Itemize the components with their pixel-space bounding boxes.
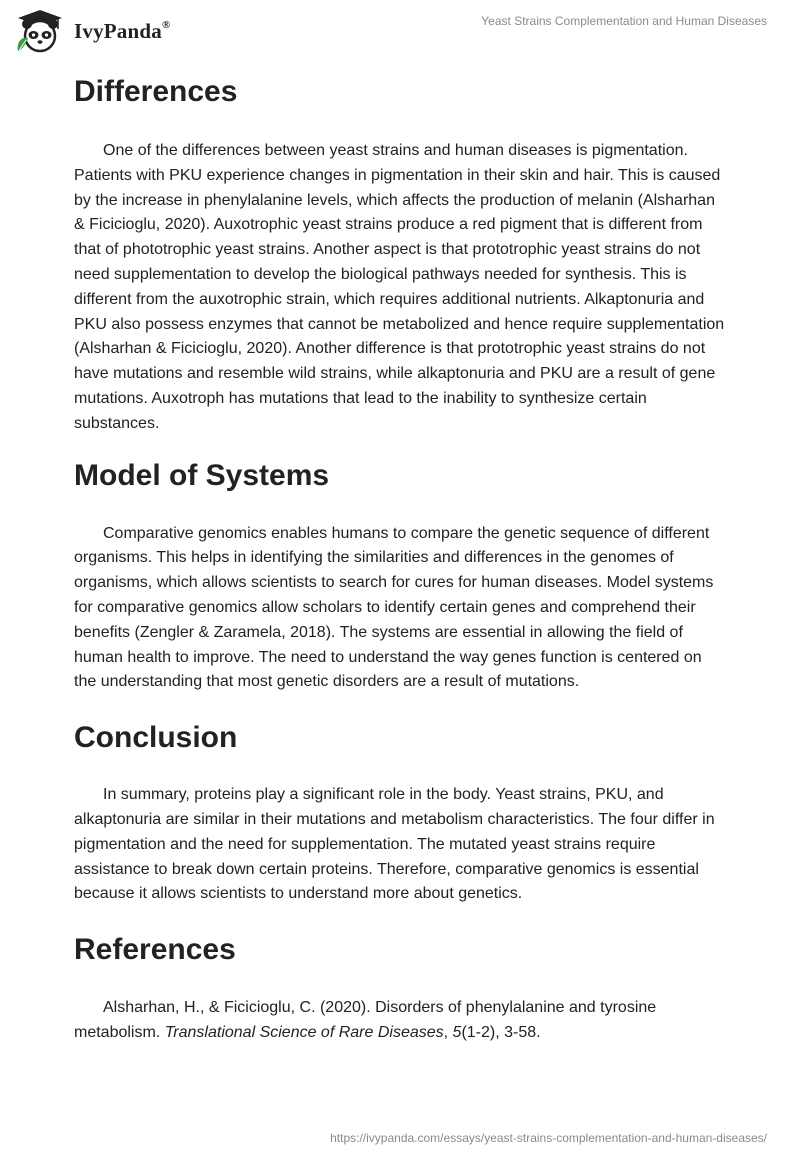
- section-conclusion: [74, 720, 726, 907]
- section-differences: [74, 74, 726, 437]
- section-paragraph: One of the differences between yeast strains and human diseases is pigmentation. Patients with PKU experience changes in pigmentation in their skin and hair. This is caused by the increase in phenylalanine levels, which affects the production of melanin (Alsharhan & Ficicioglu, 2020). Auxotrophic yeast strains produce a red pigment that is different from that of phototrophic yeast strains. Another aspect is that prototrophic yeast strains do not need supplementation to develop the biological pathways needed for synthesis. This is different from the auxotrophic strain, which requires additional nutrients. Alkaptonuria and PKU also possess enzymes that cannot be metabolized and hence require supplementation (Alsharhan & Ficicioglu, 2020). Another difference is that prototrophic yeast strains do not have mutations and resemble wild strains, while alkaptonuria and PKU are a result of gene mutations. Auxotroph has mutations that lead to the inability to synthesize certain substances.: [74, 142, 725, 432]
- section-paragraph: Comparative genomics enables humans to compare the genetic sequence of different organisms. This helps in identifying the similarities and differences in the genomes of organisms, which allows scientists to search for cures for human diseases. Model systems for comparative genomics allow scholars to identify certain genes and comprehend their benefits (Zengler & Zaramela, 2018). The systems are essential in allowing the field of human health to improve. The need to understand the way genes function is centered on the understanding that most genetic disorders are a result of mutations.: [74, 524, 714, 691]
- ivypanda-logo[interactable]: [14, 8, 170, 54]
- journal-title: Translational Science of Rare Diseases: [164, 1023, 444, 1041]
- journal-volume: 5: [452, 1023, 462, 1041]
- brand-name: IvyPanda®: [74, 18, 171, 43]
- section-paragraph: In summary, proteins play a significant role in the body. Yeast strains, PKU, and alkaptonuria are similar in their mutations and metabolism characteristics. The four differ in pigmentation and the need for supplementation. The mutated yeast strains require assistance to break down certain proteins. Therefore, comparative genomics is essential because it allows scientists to understand more about genetics.: [74, 786, 715, 903]
- section-heading: References: [74, 933, 236, 967]
- document-title: Yeast Strains Complementation and Human Diseases: [481, 14, 767, 28]
- section-heading: Model of Systems: [74, 458, 330, 492]
- reference-entry: Alsharhan, H., & Ficicioglu, C. (2020). Disorders of phenylalanine and tyrosine metabolism. Translational Science of Rare Diseases, 5(1-2), 3-58.: [74, 999, 657, 1041]
- section-references: [74, 932, 726, 1046]
- panda-graduate-icon: [14, 8, 66, 54]
- section-model-of-systems: [74, 458, 726, 696]
- section-heading: Conclusion: [74, 721, 238, 755]
- page-header: [0, 0, 800, 60]
- section-heading: Differences: [74, 75, 238, 108]
- essay-content: [74, 66, 726, 1046]
- source-url[interactable]: https://ivypanda.com/essays/yeast-strains-complementation-and-human-diseases/: [330, 1131, 767, 1145]
